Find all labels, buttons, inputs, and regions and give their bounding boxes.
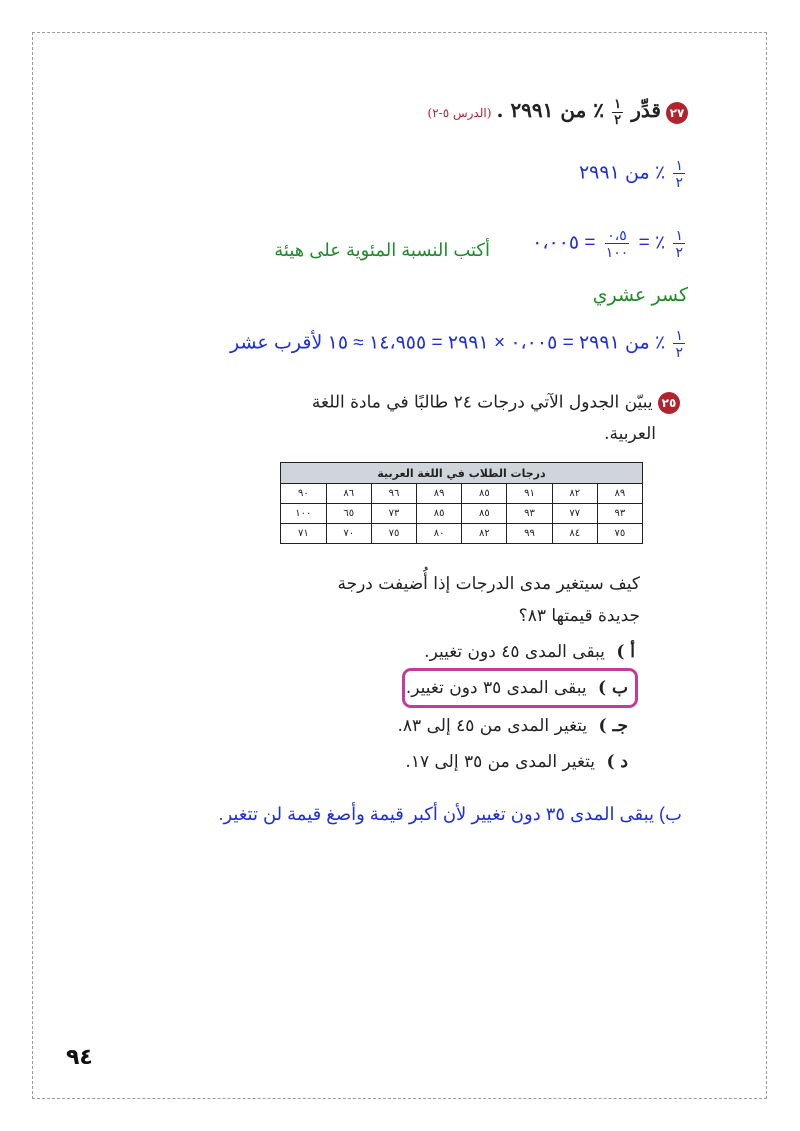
fraction-numerator: ٠،٥ xyxy=(607,227,627,243)
choice-d[interactable] xyxy=(405,752,628,772)
table-title: درجات الطلاب في اللغة العربية xyxy=(281,463,643,484)
choice-label: د ) xyxy=(606,752,628,772)
table-row xyxy=(281,524,643,544)
table-cell: ٧٣ xyxy=(371,504,416,524)
solution-fraction-decimal xyxy=(604,228,631,259)
grades-table xyxy=(280,462,643,544)
solution-text: ٪ من ٢٩٩١ = ٠،٠٠٥ × ٢٩٩١ = ١٤،٩٥٥ ≈ ١٥ لأقرب عشر xyxy=(229,332,666,354)
fraction-denominator: ٢ xyxy=(675,244,683,260)
solution-line-1 xyxy=(579,158,688,189)
table-cell: ٩٦ xyxy=(371,484,416,504)
question-prompt-line-1: كيف سيتغير مدى الدرجات إذا أُضيفت درجة xyxy=(337,574,640,594)
question-stem-line-1: يبيّن الجدول الآتي درجات ٢٤ طالبًا في مادة اللغة xyxy=(311,392,653,413)
solution-note: أكتب النسبة المئوية على هيئة xyxy=(274,240,490,260)
question-prompt-line-2: جديدة قيمتها ٨٣؟ xyxy=(518,606,640,626)
solution-result: = ٠،٠٠٥ xyxy=(532,232,596,254)
table-cell: ٩٩ xyxy=(507,524,552,544)
choice-c[interactable] xyxy=(398,716,628,736)
solution-fraction xyxy=(673,158,685,189)
fraction-denominator: ٢ xyxy=(675,174,683,190)
table-cell: ٧٥ xyxy=(597,524,642,544)
table-cell: ٨٢ xyxy=(552,484,597,504)
fraction-denominator: ١٠٠ xyxy=(605,244,629,260)
table-cell: ٧٧ xyxy=(552,504,597,524)
fraction-numerator: ١ xyxy=(614,97,622,112)
page-border xyxy=(32,32,767,1099)
question-prefix: قدِّر xyxy=(631,98,661,122)
table-cell: ٨٦ xyxy=(326,484,371,504)
solution-operator: ٪ = xyxy=(638,232,666,254)
question-stem-line-2: العربية. xyxy=(604,424,656,444)
table-cell: ٧٥ xyxy=(371,524,416,544)
table-cell: ١٠٠ xyxy=(281,504,327,524)
table-cell: ٦٥ xyxy=(326,504,371,524)
fraction-numerator: ١ xyxy=(675,327,683,343)
answer-explanation: ب) يبقى المدى ٣٥ دون تغيير لأن أكبر قيمة وأصغ قيمة لن تتغير. xyxy=(218,804,682,824)
solution-note-continued: كسر عشري xyxy=(592,285,688,306)
table-cell: ٨٢ xyxy=(462,524,507,544)
table-cell: ٨٠ xyxy=(417,524,462,544)
choice-label: جـ ) xyxy=(598,716,628,736)
question-25-stem xyxy=(312,392,680,414)
page-number: ٩٤ xyxy=(66,1045,93,1070)
question-number-badge: ٢٧ xyxy=(666,102,688,124)
lesson-reference: (الدرس ٥-٢) xyxy=(427,106,492,120)
table-cell: ٩٣ xyxy=(507,504,552,524)
table-cell: ٩٠ xyxy=(281,484,327,504)
table-row xyxy=(281,504,643,524)
table-cell: ٧١ xyxy=(281,524,327,544)
choice-a[interactable] xyxy=(424,642,635,662)
table-header-row xyxy=(281,463,643,484)
table-cell: ٩٣ xyxy=(597,504,642,524)
choice-text: يتغير المدى من ٣٥ إلى ١٧. xyxy=(405,752,596,772)
table-cell: ٨٤ xyxy=(552,524,597,544)
table-cell: ٧٠ xyxy=(326,524,371,544)
question-number-badge: ٢٥ xyxy=(658,392,680,414)
solution-text: ٪ من ٢٩٩١ xyxy=(578,162,666,184)
table-row xyxy=(281,484,643,504)
solution-line-2 xyxy=(532,228,688,259)
table-cell: ٨٥ xyxy=(462,504,507,524)
choice-label: أ ) xyxy=(616,642,635,662)
fraction-numerator: ١ xyxy=(675,157,683,173)
selected-answer-highlight xyxy=(402,668,638,708)
question-27 xyxy=(428,98,688,127)
table-cell: ٩١ xyxy=(507,484,552,504)
choice-text: يبقى المدى ٤٥ دون تغيير. xyxy=(424,642,605,662)
choice-label: ب ) xyxy=(598,678,628,698)
table-cell: ٨٥ xyxy=(462,484,507,504)
solution-line-3 xyxy=(230,328,688,359)
fraction-denominator: ٢ xyxy=(675,344,683,360)
table-cell: ٨٩ xyxy=(417,484,462,504)
choice-text: يتغير المدى من ٤٥ إلى ٨٣. xyxy=(397,716,588,736)
choice-text: يبقى المدى ٣٥ دون تغيير. xyxy=(405,678,587,698)
solution-fraction xyxy=(673,328,685,359)
question-suffix: ٪ من ٢٩٩١ . xyxy=(496,98,605,122)
table-cell: ٨٥ xyxy=(417,504,462,524)
solution-fraction xyxy=(673,228,685,259)
fraction-numerator: ١ xyxy=(675,227,683,243)
question-fraction xyxy=(612,98,623,127)
fraction-denominator: ٢ xyxy=(614,113,622,128)
table-cell: ٨٩ xyxy=(597,484,642,504)
